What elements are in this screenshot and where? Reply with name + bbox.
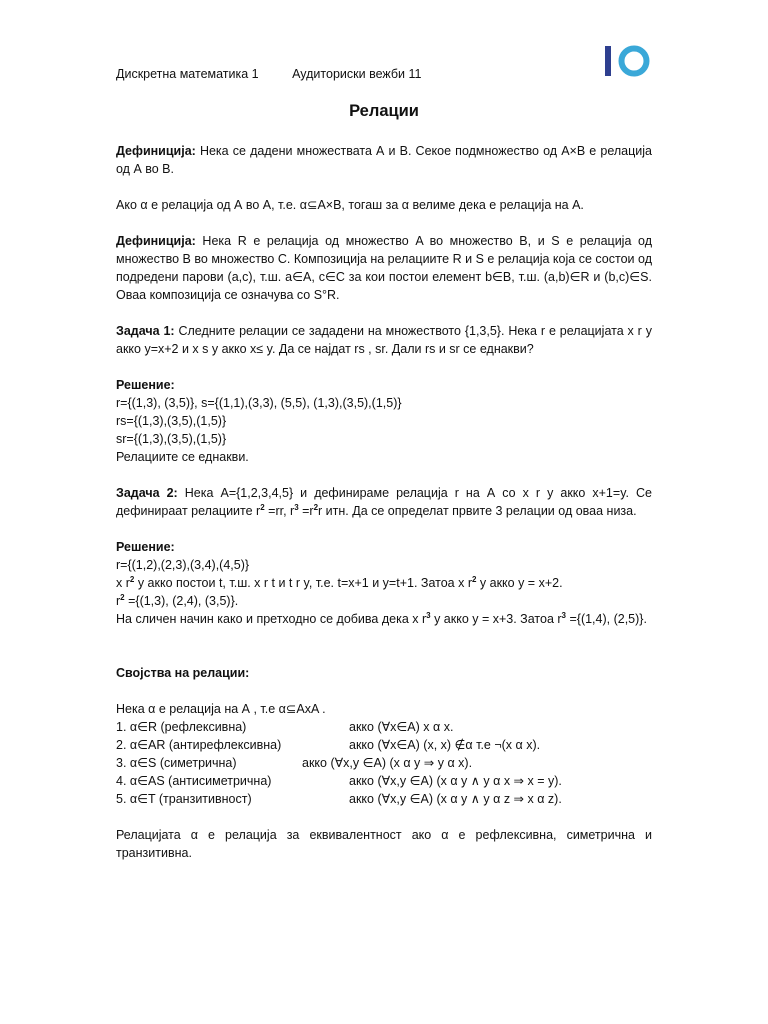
task-text: =rr, r: [264, 504, 295, 518]
solution-2-label: [116, 538, 652, 556]
task-2: [116, 484, 652, 520]
property-name: 3. α∈S (симетрична): [116, 756, 237, 770]
solution-2-line: [116, 592, 652, 610]
property-row: [116, 736, 652, 754]
property-condition: акко (∀x∈A) (x, x) ∉α т.е ¬(x α x).: [349, 738, 541, 752]
property-name: 5. α∈T (транзитивност): [116, 792, 252, 806]
task-text: =r: [298, 504, 314, 518]
superscript: 2: [260, 502, 265, 512]
property-condition: акко (∀x,y ∈A) (x α y ⇒ y α x).: [302, 756, 473, 770]
property-row: [116, 790, 652, 808]
task-text: Следните релации се зададени на множеството {1,3,5}. Нека r е релацијата x r y акко y=x+2 и x s y акко x≤ y. Да се најдат rs , sr. Дали rs и sr се еднакви?: [116, 324, 652, 356]
solution-label: Решение:: [116, 378, 175, 392]
solution-2-line: r={(1,2),(2,3),(3,4),(4,5)}: [116, 558, 250, 572]
section-heading: Својства на релации:: [116, 666, 250, 680]
text: r: [116, 594, 121, 608]
property-row: [116, 772, 652, 790]
text: На сличен начин како и претходно се добива дека x r: [116, 612, 427, 626]
text: ={(1,4), (2,5)}.: [566, 612, 647, 626]
properties-intro: Нека α е релација на А , т.е α⊆AxA .: [116, 702, 326, 716]
definition-text: Нека R е релација од множество A во множество B, и S е релација од множество В во множество С. Композиција на релациите R и S е релација која се состои од подредени парови (а,с), т.ш. а∈А, с∈С за кои постои елемент b∈B, т.ш. (a,b)∈R и (b,c)∈S. Оваа композиција се означува со S°R.: [116, 234, 652, 302]
task-1: [116, 322, 652, 358]
solution-2-line: [116, 610, 652, 628]
property-row: [116, 754, 652, 772]
superscript: 3: [561, 610, 566, 620]
solution-1-label: [116, 376, 652, 394]
note-relation-on-a: Ако α е релација од А во А, т.е. α⊆A×B, тогаш за α велиме дека е релација на А.: [116, 198, 584, 212]
solution-label: Решение:: [116, 540, 175, 554]
properties-heading: [116, 664, 652, 682]
definition-text: Нека се дадени множествата А и В. Секое подмножество од A×B е релација од А во В.: [116, 144, 652, 176]
solution-1-line: r={(1,3), (3,5)}, s={(1,1),(3,3), (5,5), (1,3),(3,5),(1,5)}: [116, 396, 402, 410]
property-condition: акко (∀x,y ∈A) (x α y ∧ y α z ⇒ x α z).: [349, 792, 562, 806]
text: y акко y = x+3. Затоа r: [430, 612, 562, 626]
task-label: Задача 2:: [116, 486, 178, 500]
superscript: 3: [294, 502, 299, 512]
task-text: Нека A={1,2,3,4,5} и дефинираме релација r на А со x r y акко x+1=y. Се дефинираат релациите r: [116, 486, 653, 518]
page-title: Релации: [349, 102, 419, 120]
property-row: [116, 718, 652, 736]
property-condition: акко (∀x∈A) x α x.: [349, 720, 454, 734]
definition-1: [116, 142, 652, 178]
superscript: 2: [129, 574, 135, 584]
exercise-name: Аудиториски вежби 11: [292, 67, 422, 81]
superscript: 3: [426, 610, 431, 620]
text: y акко y = x+2.: [476, 576, 563, 590]
properties-conclusion: Релацијата α е релација за еквивалентност ако α е рефлексивна, симетрична и транзитивна.: [116, 828, 652, 860]
solution-1-line: rs={(1,3),(3,5),(1,5)}: [116, 414, 227, 428]
io-logo-icon: [603, 44, 651, 78]
definition-label: Дефиниција:: [116, 144, 196, 158]
property-name: 1. α∈R (рефлексивна): [116, 720, 247, 734]
definition-2: [116, 232, 652, 304]
course-name: Дискретна математика 1: [116, 67, 259, 81]
definition-label: Дефиниција:: [116, 234, 196, 248]
solution-1-line: sr={(1,3),(3,5),(1,5)}: [116, 432, 227, 446]
superscript: 2: [120, 592, 125, 602]
superscript: 2: [471, 574, 477, 584]
task-label: Задача 1:: [116, 324, 175, 338]
text: x r: [116, 576, 130, 590]
text: ={(1,3), (2,4), (3,5)}.: [124, 594, 239, 608]
property-name: 2. α∈AR (антирефлексивна): [116, 738, 282, 752]
solution-1-line: Релациите се еднакви.: [116, 450, 249, 464]
task-text: r итн. Да се определат првите 3 релации од оваа низа.: [318, 504, 637, 518]
document-body: [116, 142, 652, 862]
property-name: 4. α∈AS (антисиметрична): [116, 774, 272, 788]
solution-2-line: [116, 574, 652, 592]
superscript: 2: [313, 502, 319, 512]
page-header: [116, 67, 421, 81]
property-condition: акко (∀x,y ∈A) (x α y ∧ y α x ⇒ x = y).: [349, 774, 562, 788]
text: y акко постои t, т.ш. x r t и t r y, т.е. t=x+1 и y=t+1. Затоа x r: [134, 576, 472, 590]
